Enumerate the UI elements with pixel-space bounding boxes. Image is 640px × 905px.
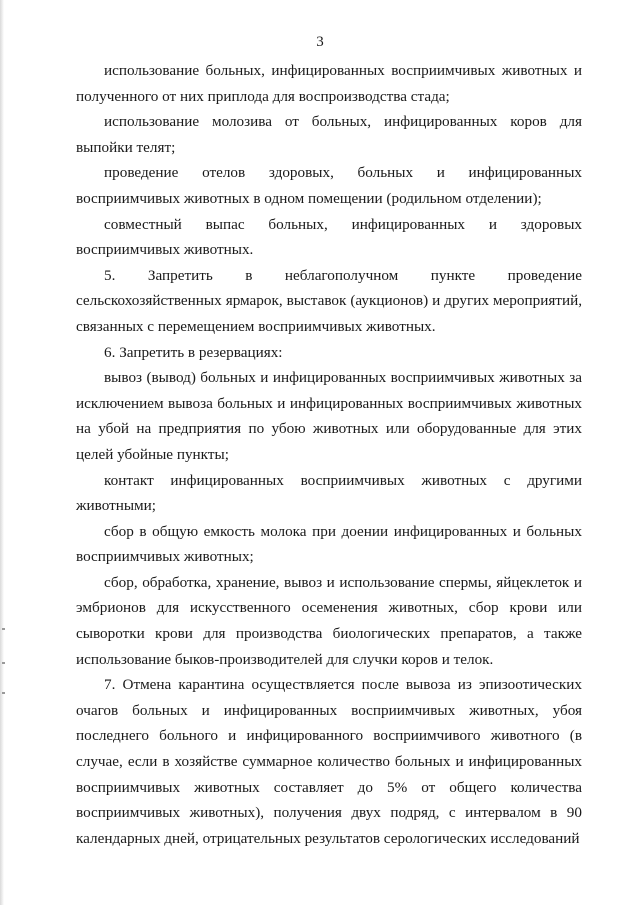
paragraph-offspring-use: использование больных, инфицированных восприимчивых животных и полученного от них приплода для воспроизводства стада;: [76, 62, 582, 105]
paragraph-item-5: 5. Запретить в неблагополучном пункте проведение сельскохозяйственных ярмарок, выставок (аукционов) и других мероприятий, связанных с перемещением восприимчивых животных.: [76, 266, 582, 335]
paragraph-calving: проведение отелов здоровых, больных и инфицированных восприимчивых животных в одном помещении (родильном отделении);: [76, 164, 582, 207]
scan-left-edge: [0, 0, 4, 905]
paragraph-sperm: сбор, обработка, хранение, вывоз и использование спермы, яйцеклеток и эмбрионов для искусственного осеменения животных, сбор крови или сыворотки крови для производства биологических препаратов, а также использование быков-производителей для случки коров и телок.: [76, 573, 582, 668]
paragraph-milk: сбор в общую емкость молока при доении инфицированных и больных восприимчивых животных;: [76, 522, 582, 566]
paragraph-item-6: 6. Запретить в резервациях:: [104, 343, 283, 361]
paragraph-colostrum-use: использование молозива от больных, инфицированных коров для выпойки телят;: [76, 113, 582, 156]
margin-mark: [2, 692, 5, 694]
document-body: [76, 58, 582, 851]
paragraph-grazing: совместный выпас больных, инфицированных и здоровых восприимчивых животных.: [76, 215, 582, 259]
margin-mark: [2, 628, 5, 630]
page-number: 3: [316, 34, 324, 50]
paragraph-contact: контакт инфицированных восприимчивых животных с другими животными;: [76, 471, 582, 515]
margin-mark: [2, 662, 5, 664]
paragraph-item-7: 7. Отмена карантина осуществляется после вывоза из эпизоотических очагов больных и инфицированных восприимчивых животных, убоя последнего больного и инфицированного восприимчивого животного (в случае, если в хозяйстве суммарное количество больных и инфицированных восприимчивых животных составляет до 5% от общего количества восприимчивых животных), получения двух подряд, с интервалом в 90 календарных дней, отрицательных результатов серологических исследований: [76, 676, 582, 847]
paragraph-export: вывоз (вывод) больных и инфицированных восприимчивых животных за исключением вывоза больных и инфицированных восприимчивых животных на убой на предприятия по убою животных или оборудованные для этих целей убойные пункты;: [76, 369, 582, 463]
